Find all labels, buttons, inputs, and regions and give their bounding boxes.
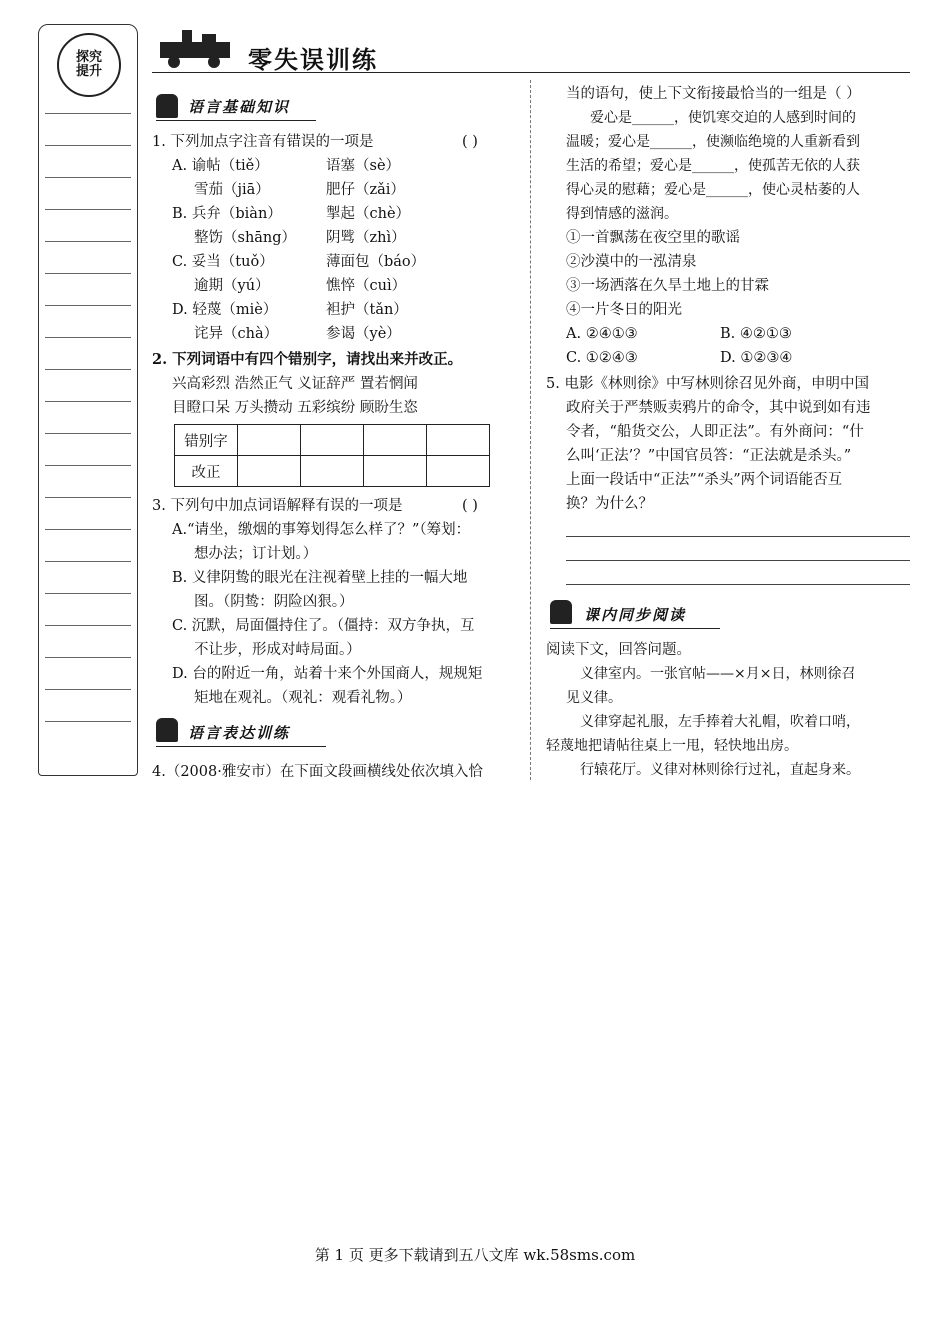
q1-option: 雪茄（jiā）	[194, 182, 270, 198]
q1-option: 掣起（chè）	[326, 206, 411, 222]
q1-option: D. 轻蔑（miè）	[172, 302, 278, 318]
header-rule	[152, 72, 910, 73]
q1-option: 阴骘（zhì）	[326, 230, 406, 246]
q1-option: 诧异（chà）	[194, 326, 279, 342]
q4-option-a: A. ②④①③	[566, 326, 638, 342]
q3-line: 不让步，形成对峙局面。）	[194, 642, 361, 658]
correction-table	[174, 424, 490, 487]
q4-para: 得到情感的滋润。	[566, 206, 678, 222]
note-sidebar	[38, 24, 138, 776]
q1-option: 薄面包（báo）	[326, 254, 426, 270]
answer-cell[interactable]	[301, 456, 364, 487]
sidebar-badge-text: 探究提升	[75, 50, 102, 79]
q4-para: 温暖；爱心是______，使濒临绝境的人重新看到	[566, 134, 860, 150]
q3-line: A.“请坐，缴烟的事筹划得怎么样了？”（筹划：	[172, 522, 471, 538]
q3-line: D. 台的附近一角，站着十来个外国商人，规规矩	[172, 666, 483, 682]
reading-para: 行辕花厅。义律对林则徐行过礼，直起身来。	[580, 762, 860, 778]
q1-option: A. 谕帖（tiě）	[172, 158, 269, 174]
q1-option: 逾期（yú）	[194, 278, 270, 294]
answer-cell[interactable]	[364, 425, 427, 456]
q4-stem: 4.（2008·雅安市）在下面文段画横线处依次填入恰	[152, 764, 483, 780]
q4-option-c: C. ①②④③	[566, 350, 638, 366]
q5-line: 换？为什么？	[566, 496, 653, 512]
badge-icon	[57, 33, 121, 97]
q1-option: C. 妥当（tuǒ）	[172, 254, 274, 270]
q1-answer-paren: ( )	[462, 134, 478, 150]
q3-line: 想办法；订计划。）	[194, 546, 318, 562]
answer-cell[interactable]	[427, 456, 490, 487]
reading-intro: 阅读下文，回答问题。	[546, 642, 691, 658]
q3-line: C. 沉默，局面僵持住了。（僵持：双方争执，互	[172, 618, 475, 634]
answer-line[interactable]	[566, 560, 910, 561]
q3-line: 矩地在观礼。（观礼：观看礼物。）	[194, 690, 412, 706]
column-divider	[530, 80, 531, 780]
q2-words-line: 目瞪口呆 万头攒动 五彩缤纷 顾盼生恣	[172, 400, 418, 416]
q3-line: B. 义律阴鸷的眼光在注视着壁上挂的一幅大地	[172, 570, 468, 586]
q5-line: 上面一段话中“正法”“杀头”两个词语能否互	[566, 472, 843, 488]
q4-stem-cont: 当的语句，使上下文衔接最恰当的一组是（ ）	[566, 86, 861, 102]
answer-cell[interactable]	[301, 425, 364, 456]
table-header-cell: 改正	[175, 456, 238, 487]
section-underline	[550, 628, 720, 629]
reading-para: 义律室内。一张官帖——×月×日，林则徐召	[580, 666, 856, 682]
q1-option: 憔悴（cuì）	[326, 278, 407, 294]
q3-line: 图。（阴鸷：阴险凶狠。）	[194, 594, 354, 610]
table-header-cell: 错别字	[175, 425, 238, 456]
q4-item: ②沙漠中的一泓清泉	[566, 254, 697, 270]
q5-line: 政府关于严禁贩卖鸦片的命令，其中说到如有违	[566, 400, 871, 416]
answer-line[interactable]	[566, 536, 910, 537]
q4-para: 得心灵的慰藉；爱心是______，使心灵枯萎的人	[566, 182, 860, 198]
section-title-reading: 课内同步阅读	[584, 606, 687, 624]
answer-cell[interactable]	[238, 425, 301, 456]
q4-item: ④一片冬日的阳光	[566, 302, 682, 318]
reading-para: 义律穿起礼服，左手捧着大礼帽，吹着口哨，	[580, 714, 860, 730]
reading-para: 轻蔑地把请帖往桌上一甩，轻快地出房。	[546, 738, 798, 754]
q5-line: 5. 电影《林则徐》中写林则徐召见外商，申明中国	[546, 376, 869, 392]
q1-option: 语塞（sè）	[326, 158, 401, 174]
q3-stem: 3. 下列句中加点词语解释有误的一项是	[152, 498, 403, 514]
q1-option: 参谒（yè）	[326, 326, 401, 342]
page-title: 零失误训练	[248, 46, 378, 74]
q5-line: 令者，“船货交公，人即正法”。有外商问：“什	[566, 424, 864, 440]
q4-para: 爱心是______，使饥寒交迫的人感到时间的	[590, 110, 856, 126]
q4-option-b: B. ④②①③	[720, 326, 792, 342]
q1-option: 肥仔（zǎi）	[326, 182, 405, 198]
section-mascot-icon	[550, 600, 572, 624]
q1-stem: 1. 下列加点字注音有错误的一项是	[152, 134, 374, 150]
answer-cell[interactable]	[238, 456, 301, 487]
q1-option: 袒护（tǎn）	[326, 302, 408, 318]
q4-item: ①一首飘荡在夜空里的歌谣	[566, 230, 740, 246]
answer-line[interactable]	[566, 584, 910, 585]
section-mascot-icon	[156, 94, 178, 118]
section-mascot-icon	[156, 718, 178, 742]
section-title-expression: 语言表达训练	[188, 724, 291, 742]
q3-answer-paren: ( )	[462, 498, 478, 514]
page-footer[interactable]: 第 1 页 更多下载请到五八文库 wk.58sms.com	[314, 1246, 636, 1264]
q5-line: 么叫‘正法’？”中国官员答：“正法就是杀头。”	[566, 448, 852, 464]
q4-para: 生活的希望；爱心是______，使孤苦无依的人获	[566, 158, 860, 174]
q1-option: B. 兵弁（biàn）	[172, 206, 282, 222]
answer-cell[interactable]	[427, 425, 490, 456]
cart-logo-icon	[152, 26, 244, 70]
section-title-basic: 语言基础知识	[188, 98, 291, 116]
section-underline	[156, 746, 326, 747]
q4-item: ③一场洒落在久旱土地上的甘霖	[566, 278, 769, 294]
answer-cell[interactable]	[364, 456, 427, 487]
reading-para: 见义律。	[566, 690, 622, 706]
q2-stem: 2. 下列词语中有四个错别字，请找出来并改正。	[152, 351, 463, 368]
q1-option: 整饬（shāng）	[194, 230, 297, 246]
q4-option-d: D. ①②③④	[720, 350, 793, 366]
q2-words-line: 兴高彩烈 浩然正气 义证辞严 置若惘闻	[172, 376, 418, 392]
section-underline	[156, 120, 316, 121]
